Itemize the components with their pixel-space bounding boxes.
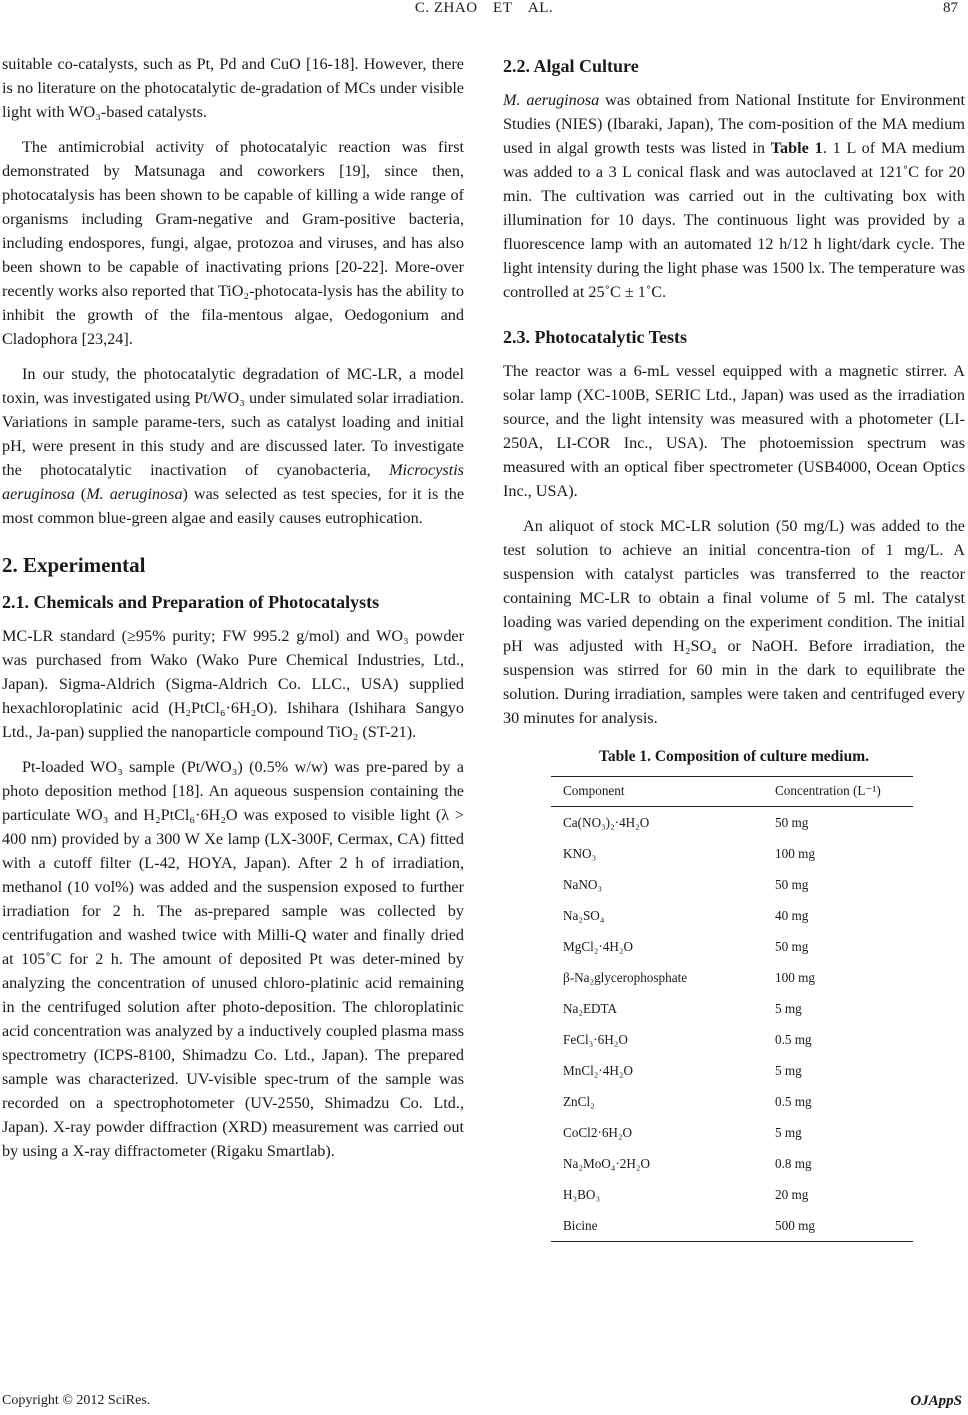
table-row [551,931,913,962]
composition-table [551,776,913,1242]
table-header-component: Component [551,777,763,807]
component-cell: ZnCl₂ [563,1093,595,1109]
table-row [551,962,913,993]
concentration-cell: 20 mg [775,1186,809,1202]
component-cell: MnCl₂·4H₂O [563,1062,634,1078]
table-row [551,1148,913,1179]
concentration-cell: 0.5 mg [775,1031,812,1047]
section-heading: 2. Experimental [2,553,146,577]
table-row [551,1179,913,1210]
concentration-cell: 100 mg [775,969,815,985]
component-cell: Na₂MoO₄·2H₂O [563,1155,651,1171]
concentration-cell: 0.8 mg [775,1155,812,1171]
journal-name: OJAppS [910,1393,962,1409]
running-head: C. ZHAO ET AL. [414,0,554,16]
component-cell: MgCl₂·4H₂O [563,938,634,954]
component-cell: H₃BO₃ [563,1186,601,1202]
table-row [551,1210,913,1242]
table-row [551,869,913,900]
table-row [551,900,913,931]
paragraph: M. aeruginosa was obtained from National Institute for Environment Studies (NIES) (Ibaraki, Japan), The com-position of the MA medium used in algal growth tests was listed in Table 1. 1 L of MA medium was added to a 3 L conical flask and was autoclaved at 121˚C for 20 min. The cultivation was carried out in the cultivating box with illumination for 10 days. The continuous light was provided by a fluorescence lamp with an automated 12 h/12 h light/dark cycle. The light intensity during the light phase was 1500 lx. The temperature was controlled at 25˚C ± 1˚C. [503,91,966,301]
table-caption: Table 1. Composition of culture medium. [599,748,869,765]
concentration-cell: 50 mg [775,938,809,954]
component-cell: FeCl₃·6H₂O [563,1031,628,1047]
table-row [551,807,913,839]
table-row [551,838,913,869]
concentration-cell: 5 mg [775,1124,802,1140]
component-cell: Na₂EDTA [563,1000,618,1016]
paragraph: Pt-loaded WO₃ sample (Pt/WO₃) (0.5% w/w) was pre-pared by a photo deposition method [18]. An aqueous suspension containing the particulate WO₃ and H₂PtCl₆·6H₂O was exposed to visible light (λ > 400 nm) provided by a 300 W Xe lamp (LX-300F, Cermax, CA) fitted with a cutoff filter (L-42, HOYA, Japan). After 2 h of irradiation, methanol (10 vol%) was added and the suspension exposed to further irradiation for 2 h. The as-prepared sample was collected by centrifugation and washed twice with Milli-Q water and finally dried at 105˚C for 2 h. The amount of deposited Pt was deter-mined by analyzing the concentration of unused chloro-platinic acid remaining in the centrifuged solution after photo-deposition. The chloroplatinic acid concentration was analyzed by a inductively coupled plasma mass spectrometry (ICPS-8100, Shimadzu Co. Ltd., Japan). The prepared sample was characterized. UV-visible spec-trum of the sample was recorded on a spectrophotometer (UV-2550, Shimadzu Co. Ltd., Japan). X-ray powder diffraction (XRD) measurement was carried out by using a X-ray diffractometer (Rigaku Smartlab). [2,758,464,1160]
concentration-cell: 5 mg [775,1062,802,1078]
component-cell: β-Na₂glycerophosphate [563,969,688,985]
table-row [551,1024,913,1055]
paragraph: An aliquot of stock MC-LR solution (50 mg/L) was added to the test solution to achieve an initial concentra-tion of 1 mg/L. A suspension with catalyst particles was transferred to the reactor containing MC-LR to obtain a final volume of 5 ml. The catalyst loading was varied depending on the experiment condition. The initial pH was adjusted with H₂SO₄ or NaOH. Before irradiation, the suspension was stirred for 60 min in the dark to equilibrate the solution. During irradiation, samples were taken and centrifuged every 30 minutes for analysis. [503,517,965,727]
concentration-cell: 50 mg [775,814,809,830]
left-column [2,52,464,1163]
concentration-cell: 5 mg [775,1000,802,1016]
page-number: 87 [943,0,958,16]
paragraph: In our study, the photocatalytic degradation of MC-LR, a model toxin, was investigated using Pt/WO₃ under simulated solar irradiation. Variations in sample parame-ters, such as catalyst loading and initial pH, were present in this study and are discussed later. To investigate the photocatalytic inactivation of cyanobacteria, Microcystis aeruginosa (M. aeruginosa) was selected as test species, for it is the most common blue-green algae and easily causes eutrophication. [2,365,465,527]
component-cell: KNO₃ [563,845,597,861]
component-cell: Bicine [551,1210,763,1242]
component-cell: CoCl2·6H₂O [563,1124,633,1140]
paragraph: The antimicrobial activity of photocatalyic reaction was first demonstrated by Matsunaga and coworkers [19], since then, photocatalysis has been shown to be capable of killing a wide range of organisms including Gram-negative and Gram-positive bacteria, including endospores, fungi, algae, protozoa and viruses, and has also been shown to be capable of inactivating prions [20-22]. More-over recently works also reported that TiO₂-photocata-lysis has the ability to inhibit the growth of the fila-mentous algae, Oedogonium and Cladophora [23,24]. [2,138,464,348]
component-cell: Ca(NO₃)₂·4H₂O [563,814,650,830]
right-column [503,52,965,1242]
table-row [551,993,913,1024]
concentration-cell: 100 mg [775,845,815,861]
subsection-heading: 2.2. Algal Culture [503,56,639,76]
table-row [551,1055,913,1086]
paragraph: The reactor was a 6-mL vessel equipped with a magnetic stirrer. A solar lamp (XC-100B, SERIC Ltd., Japan) was used as the irradiation source, and the light intensity was measured with a photometer (LI-250A, LI-COR Inc., USA). The photoemission spectrum was measured with an optical fiber spectrometer (USB4000, Ocean Optics Inc., USA). [503,362,965,500]
component-cell: NaNO₃ [563,876,603,892]
copyright: Copyright © 2012 SciRes. [2,1393,151,1408]
subsection-heading: 2.1. Chemicals and Preparation of Photocatalysts [2,592,380,612]
paragraph: suitable co-catalysts, such as Pt, Pd and CuO [16-18]. However, there is no literature on the photocatalytic de-gradation of MCs under visible light with WO₃-based catalysts. [2,55,464,121]
table-header-concentration: Concentration (L⁻¹) [763,777,913,807]
concentration-cell: 500 mg [763,1210,913,1242]
table-row [551,1086,913,1117]
subsection-heading: 2.3. Photocatalytic Tests [503,327,687,347]
table-row [551,1117,913,1148]
component-cell: Na₂SO₄ [563,907,605,923]
concentration-cell: 0.5 mg [775,1093,812,1109]
concentration-cell: 40 mg [775,907,809,923]
concentration-cell: 50 mg [775,876,809,892]
paragraph: MC-LR standard (≥95% purity; FW 995.2 g/mol) and WO₃ powder was purchased from Wako (Wako Pure Chemical Industries, Ltd., Japan). Sigma-Aldrich (Sigma-Aldrich Co. LLC., USA) supplied hexachloroplatinic acid (H₂PtCl₆·6H₂O). Ishihara (Ishihara Sangyo Ltd., Ja-pan) supplied the nanoparticle compound TiO₂ (ST-21). [2,627,464,741]
